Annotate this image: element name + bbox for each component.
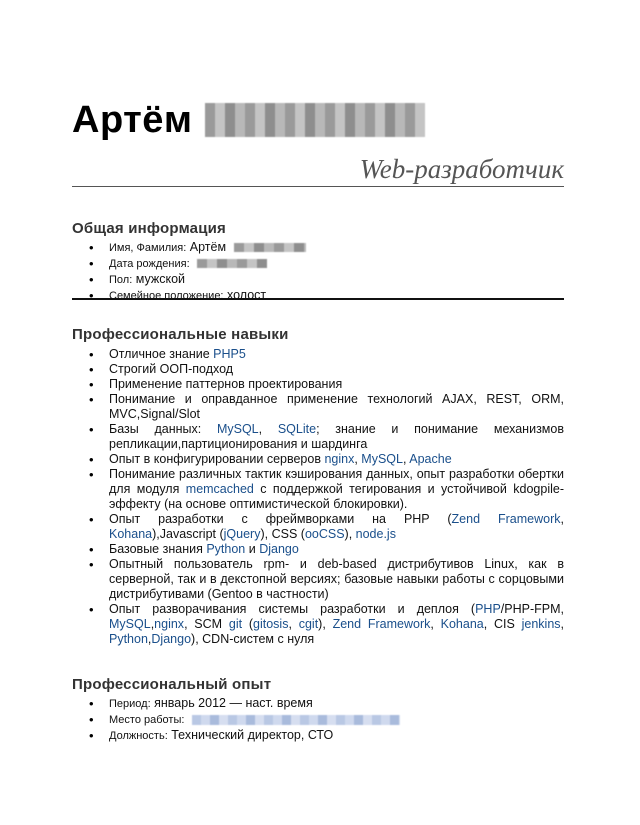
- list-item: • Пол: мужской: [72, 272, 564, 288]
- link-django[interactable]: Django: [259, 542, 299, 556]
- skill-item: • Понимание и оправданное применение технологий AJAX, REST, ORM, MVC,Signal/Slot: [72, 392, 564, 422]
- skill-item: • Базы данных: MySQL, SQLite; знание и понимание механизмов репликации,партиционирования и шардинга: [72, 422, 564, 452]
- general-info-list: [72, 240, 564, 304]
- redacted-surname: [234, 243, 306, 252]
- link-memcached[interactable]: memcached: [185, 482, 254, 496]
- skill-item: • Опытный пользователь rpm- и deb-based дистрибутивов Linux, как в серверной, так и в декстопной версиях; базовые навыки работы с сорцовыми дистрибутивами (Gentoo в частности): [72, 557, 564, 602]
- redacted-birthdate: [197, 259, 267, 268]
- skill-item: • Опыт разработки с фреймворками на PHP (Zend Framework, Kohana),Javascript (jQuery), CSS (ooCSS), node.js: [72, 512, 564, 542]
- link-mysql[interactable]: MySQL: [361, 452, 403, 466]
- list-item: • Дата рождения:: [72, 256, 564, 272]
- experience-list: [72, 696, 564, 744]
- link-python[interactable]: Python: [109, 632, 148, 646]
- list-item: • Период: январь 2012 — наст. время: [72, 696, 564, 712]
- redacted-workplace-link: [192, 715, 400, 725]
- link-jquery[interactable]: jQuery: [223, 527, 261, 541]
- section-title-general: Общая информация: [72, 220, 227, 237]
- link-cgit[interactable]: cgit: [298, 617, 319, 631]
- link-mysql[interactable]: MySQL: [109, 617, 151, 631]
- link-sqlite[interactable]: SQLite: [277, 422, 317, 436]
- header-divider: [72, 186, 564, 187]
- name-row: [72, 92, 564, 148]
- link-gitosis[interactable]: gitosis: [253, 617, 289, 631]
- link-zend-framework[interactable]: Zend Framework: [451, 512, 561, 526]
- link-python[interactable]: Python: [206, 542, 246, 556]
- link-git[interactable]: git: [228, 617, 243, 631]
- skill-item: • Отличное знание PHP5: [72, 347, 564, 362]
- link-django[interactable]: Django: [151, 632, 192, 646]
- list-item: • Место работы:: [72, 712, 564, 728]
- section-title-skills: Профессиональные навыки: [72, 326, 289, 343]
- skill-item: • Опыт разворачивания системы разработки и деплоя (PHP/PHP-FPM, MySQL,nginx, SCM git (gitosis, cgit), Zend Framework, Kohana, CIS jenkins, Python,Django), CDN-систем с нуля: [72, 602, 564, 647]
- skill-item: • Строгий ООП-подход: [72, 362, 564, 377]
- list-item: • Имя, Фамилия: Артём: [72, 240, 564, 256]
- link-jenkins[interactable]: jenkins: [521, 617, 561, 631]
- link-nginx[interactable]: nginx: [154, 617, 185, 631]
- redacted-surname: [205, 103, 425, 137]
- link-nodejs[interactable]: node.js: [355, 527, 396, 541]
- link-php5[interactable]: PHP5: [213, 347, 246, 361]
- list-item: • Семейное положение: холост: [72, 288, 564, 304]
- link-kohana[interactable]: Kohana: [440, 617, 484, 631]
- skill-item: • Понимание различных тактик кэширования данных, опыт разработки обертки для модуля memcached с поддержкой тегирования и устойчивой kdogpile-эффекту (на основе оптимистической блокировки).: [72, 467, 564, 512]
- link-oocss[interactable]: ooCSS: [304, 527, 345, 541]
- link-kohana[interactable]: Kohana: [109, 527, 153, 541]
- first-name: Артём: [72, 98, 193, 141]
- skill-item: • Базовые знания Python и Django: [72, 542, 564, 557]
- section-title-experience: Профессиональный опыт: [72, 676, 272, 693]
- link-mysql[interactable]: MySQL: [216, 422, 259, 436]
- skill-item: • Опыт в конфигурировании серверов nginx, MySQL, Apache: [72, 452, 564, 467]
- resume-header: [72, 92, 564, 184]
- skill-item: • Применение паттернов проектирования: [72, 377, 564, 392]
- link-apache[interactable]: Apache: [409, 452, 452, 466]
- skills-list: [72, 347, 564, 647]
- section-divider: [72, 298, 564, 300]
- link-nginx[interactable]: nginx: [324, 452, 355, 466]
- job-title: Web-разработчик: [359, 154, 564, 184]
- list-item: • Должность: Технический директор, СТО: [72, 728, 564, 744]
- link-php[interactable]: PHP: [475, 602, 501, 616]
- link-zend-framework[interactable]: Zend Framework: [332, 617, 431, 631]
